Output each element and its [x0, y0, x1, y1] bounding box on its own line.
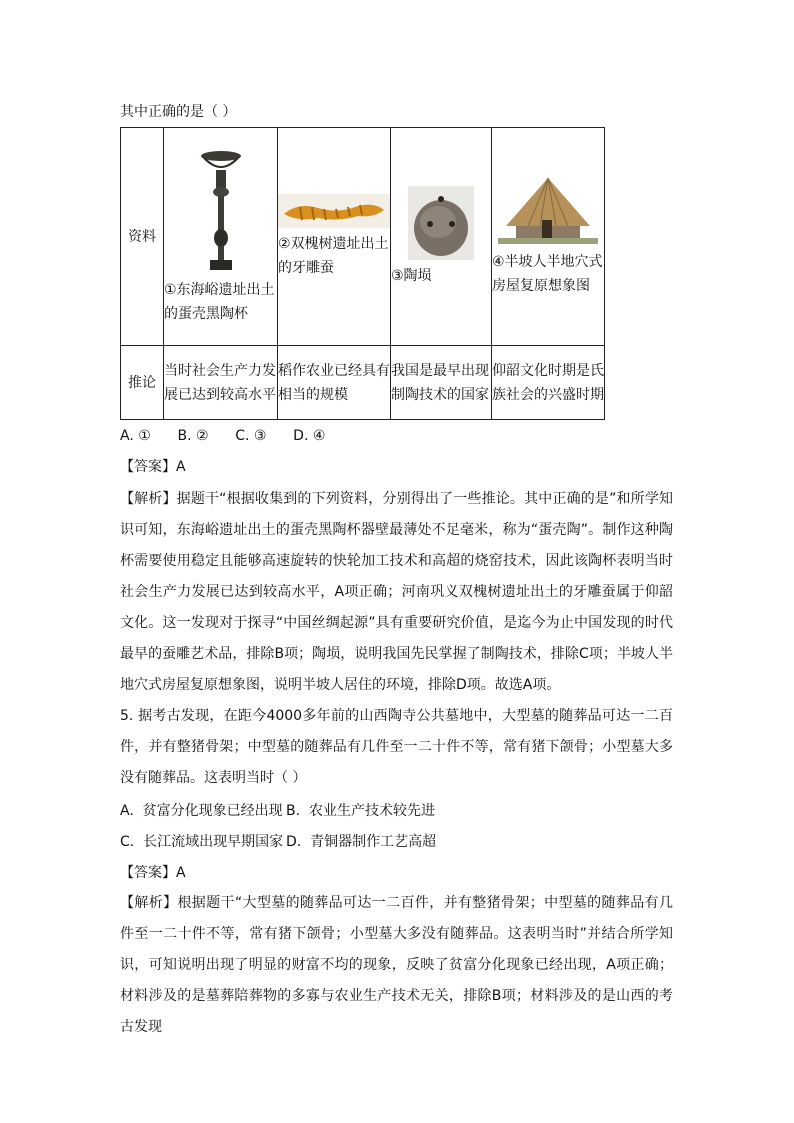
q4-options: A. ① B. ② C. ③ D. ④ [120, 428, 326, 444]
q5-option-a: A. 贫富分化现象已经出现 [120, 803, 283, 819]
inference-cell-1: 当时社会生产力发展已达到较高水平 [164, 346, 278, 420]
black-pottery-cup-image [196, 148, 246, 274]
material-caption-3: ③陶埙 [391, 267, 432, 284]
material-caption-4: ④半坡人半地穴式房屋复原想象图 [492, 253, 603, 294]
material-caption-1: ①东海峪遗址出土的蛋壳黑陶杯 [164, 281, 275, 322]
q4-answer: 【答案】A [120, 459, 186, 475]
pottery-xun-image [408, 186, 474, 260]
q5-stem: 5. 据考古发现，在距今4000多年前的山西陶寺公共墓地中，大型墓的随葬品可达一二百件，并有整猪骨架；中型墓的随葬品有几件至一二十件不等，常有猪下颌骨；小型墓大多没有随葬品。这表明当时（ ） [120, 708, 673, 786]
banpo-house-image [498, 176, 598, 246]
ivory-silkworm-image [278, 194, 390, 228]
inference-cell-3: 我国是最早出现制陶技术的国家 [391, 346, 492, 420]
material-cell-2 [278, 128, 391, 346]
q4-analysis: 【解析】据题干“根据收集到的下列资料，分别得出了一些推论。其中正确的是”和所学知识可知，东海峪遗址出土的蛋壳黑陶杯器壁最薄处不足毫米，称为“蛋壳陶”。制作这种陶杯需要使用稳定且能够高速旋转的快轮加工技术和高超的烧窑技术，因此该陶杯表明当时社会生产力发展已达到较高水平，A项正确；河南巩义双槐树遗址出土的牙雕蚕属于仰韶文化。这一发现对于探寻“中国丝绸起源”具有重要研究价值，是迄今为止中国发现的时代最早的蚕雕艺术品，排除B项；陶埙，说明我国先民掌握了制陶技术，排除C项；半坡人半地穴式房屋复原想象图，说明半坡人居住的环境，排除D项。故选A项。 [120, 491, 673, 693]
material-cell-1 [164, 128, 278, 346]
q5-analysis: 【解析】根据题干“大型墓的随葬品可达一二百件，并有整猪骨架；中型墓的随葬品有几件至一二十件不等，常有猪下颌骨；小型墓大多没有随葬品。这表明当时”并结合所学知识，可知说明出现了明显的财富不均的现象，反映了贫富分化现象已经出现，A项正确；材料涉及的是墓葬陪葬物的多寡与农业生产技术无关，排除B项；材料涉及的是山西的考古发现 [120, 895, 673, 1035]
material-cell-4 [492, 128, 605, 346]
material-cell-3 [391, 128, 492, 346]
material-table [120, 127, 605, 420]
q5-answer: 【答案】A [120, 865, 186, 881]
q5-option-c: C. 长江流域出现早期国家 [120, 834, 284, 850]
row-header-inferences: 推论 [121, 346, 164, 420]
q5-option-b: B. 农业生产技术较先进 [286, 803, 435, 819]
question-lead: 其中正确的是（ ） [120, 104, 237, 120]
inference-cell-2: 稻作农业已经具有相当的规模 [278, 346, 391, 420]
row-header-materials: 资料 [121, 128, 164, 346]
inference-cell-4: 仰韶文化时期是氏族社会的兴盛时期 [492, 346, 605, 420]
material-caption-2: ②双槐树遗址出土的牙雕蚕 [278, 235, 389, 276]
q5-option-d: D. 青铜器制作工艺高超 [286, 834, 437, 850]
